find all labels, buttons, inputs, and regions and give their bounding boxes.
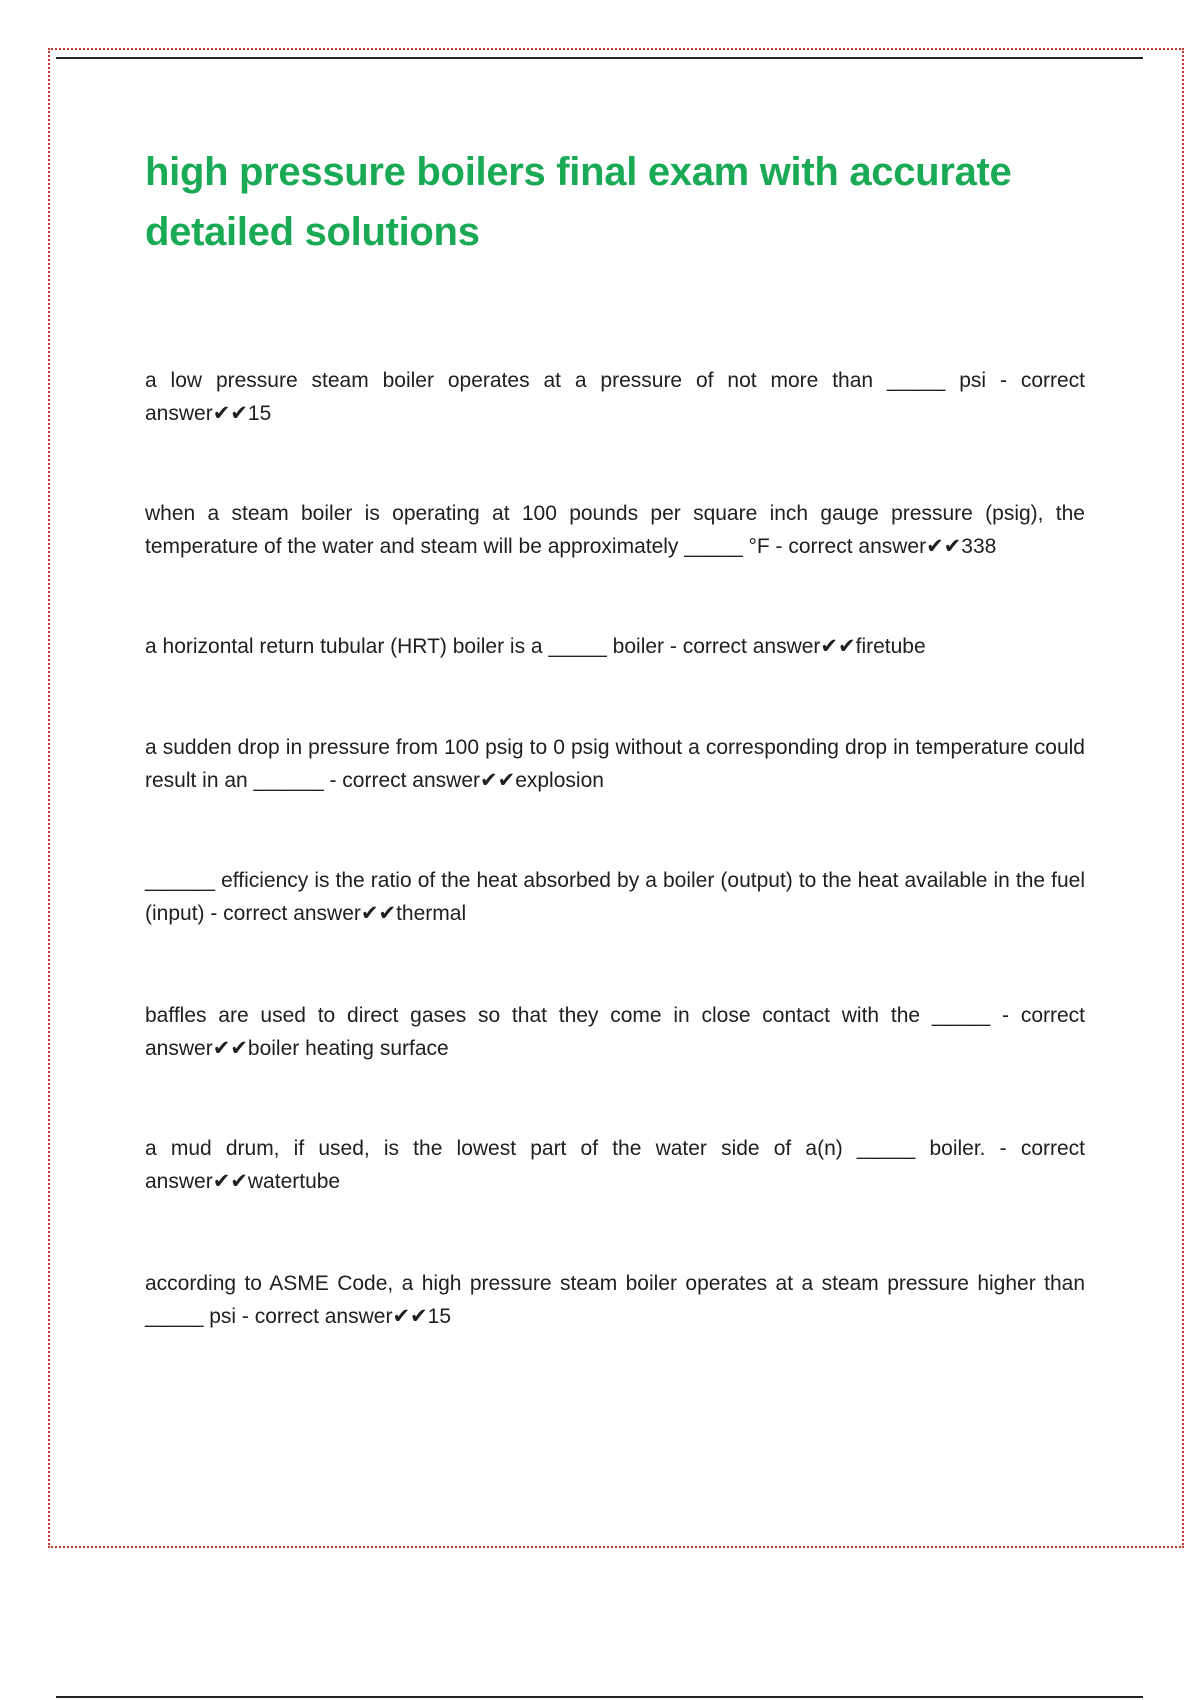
question-4: a sudden drop in pressure from 100 psig to 0 psig without a corresponding drop in temperature could result in an ______ - correct answer✔✔explosion	[145, 736, 1085, 792]
footer-rule	[56, 1696, 1143, 1698]
header-rule	[56, 57, 1143, 59]
question-6: baffles are used to direct gases so that they come in close contact with the _____ - correct answer✔✔boiler heating surface	[145, 1004, 1085, 1060]
question-8: according to ASME Code, a high pressure steam boiler operates at a steam pressure higher than _____ psi - correct answer✔✔15	[145, 1272, 1085, 1328]
question-3: a horizontal return tubular (HRT) boiler is a _____ boiler - correct answer✔✔firetube	[145, 635, 926, 658]
question-2: when a steam boiler is operating at 100 pounds per square inch gauge pressure (psig), the temperature of the water and steam will be approximately _____ °F - correct answer✔✔338	[145, 502, 1085, 558]
question-1: a low pressure steam boiler operates at a pressure of not more than _____ psi - correct answer✔✔15	[145, 369, 1085, 425]
document-title: high pressure boilers final exam with accurate detailed solutions	[145, 150, 1012, 254]
question-5: ______ efficiency is the ratio of the heat absorbed by a boiler (output) to the heat available in the fuel (input) - correct answer✔✔thermal	[145, 869, 1085, 925]
question-7: a mud drum, if used, is the lowest part of the water side of a(n) _____ boiler. - correct answer✔✔watertube	[145, 1137, 1085, 1193]
